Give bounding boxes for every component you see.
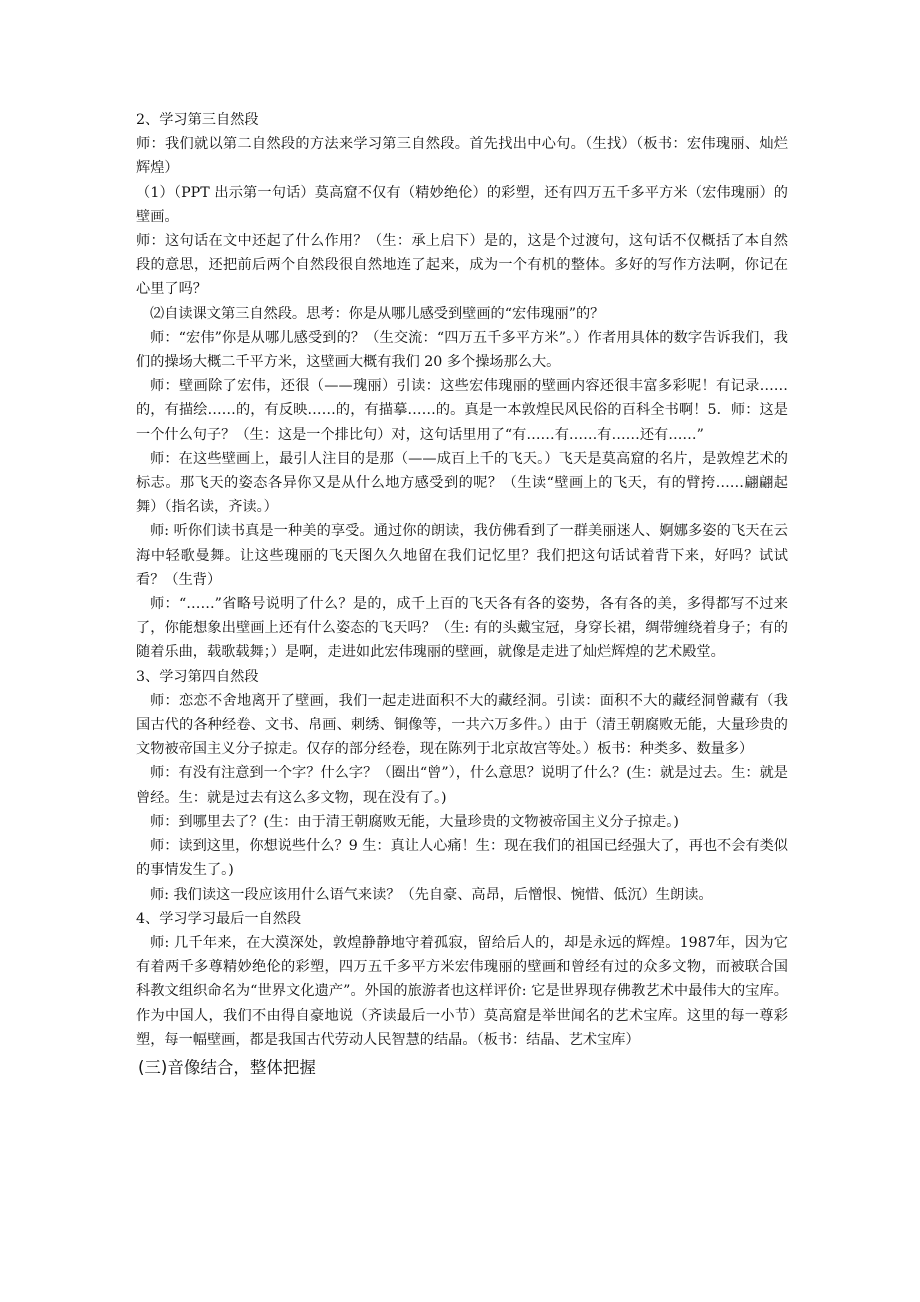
- paragraph-flying-apsaras: 师：在这些壁画上，最引人注目的是那（——成百上千的飞天。）飞天是莫高窟的名片，是敦煌艺术的标志。那飞天的姿态各异你又是从什么地方感受到的呢？（生读“壁画上的飞天，有的臂挎……翩翩起舞）（指名读，齐读。）: [136, 450, 788, 516]
- paragraph-ppt-first-sentence: （1）（PPT 出示第一句话）莫高窟不仅有（精妙绝伦）的彩塑，还有四万五千多平方米（宏伟瑰丽）的壁画。: [136, 184, 788, 225]
- paragraph-character-ceng: 师：有没有注意到一个字？什么字？（圈出“曾”），什么意思？说明了什么？(生：就是过去。生：就是曾经。生：就是过去有这么多文物，现在没有了。): [136, 765, 788, 806]
- paragraph-where-did-they-go: 师：到哪里去了？(生：由于清王朝腐败无能，大量珍贵的文物被帝国主义分子掠走。): [150, 813, 679, 830]
- paragraph-teacher-intro: 师：我们就以第二自然段的方法来学习第三自然段。首先找出中心句。（生找）（板书：宏伟瑰丽、灿烂辉煌）: [136, 136, 788, 177]
- section-heading-audio-visual: (三)音像结合，整体把握: [138, 1057, 316, 1077]
- section-heading-3rd-paragraph: 2、学习第三自然段: [136, 112, 259, 128]
- paragraph-grand-scale: 师：“宏伟”你是从哪儿感受到的？（生交流：“四万五千多平方米”。）作者用具体的数字告诉我们，我们的操场大概二千平方米，这壁画大概有我们 20 多个操场那么大。: [136, 329, 788, 371]
- section-heading-last-paragraph: 4、学习学习最后一自然段: [136, 910, 302, 927]
- paragraph-ellipsis-meaning: 师：“……”省略号说明了什么？是的，成千上百的飞天各有各的姿势，各有各的美，多得都写不过来了，你能想象出壁画上还有什么姿态的飞天吗？（生: 有的头戴宝冠，身穿长裙，绸带缠绕着身子；有的随着乐曲，载歌载舞；）是啊，走进如此宏伟瑰丽的壁画，就像是走进了灿烂辉煌的艺术殿堂。: [136, 596, 788, 661]
- document-page: [136, 108, 788, 1082]
- paragraph-reading-enjoyment: 师: 听你们读书真是一种美的享受。通过你的朗读，我仿佛看到了一群美丽迷人、婀娜多姿的飞天在云海中轻歌曼舞。让这些瑰丽的飞天图久久地留在我们记忆里？我们把这句话试着背下来，好吗？试试看？（生背）: [136, 523, 788, 588]
- paragraph-world-heritage: 师: 几千年来，在大漠深处，敦煌静静地守着孤寂，留给后人的，却是永远的辉煌。1987年，因为它有着两千多尊精妙绝伦的彩塑，四万五千多平方米宏伟瑰丽的壁画和曾经有过的众多文物，而被联合国科教文组织命名为“世界文化遗产”。外国的旅游者也这样评价: 它是世界现存佛教艺术中最伟大的宝库。作为中国人，我们不由得自豪地说（齐读最后一小节）莫高窟是举世闻名的艺术宝库。这里的每一尊彩塑，每一幅壁画，都是我国古代劳动人民智慧的结晶。（板书：结晶、艺术宝库）: [136, 934, 788, 1048]
- section-heading-4th-paragraph: 3、学习第四自然段: [136, 668, 259, 685]
- paragraph-what-to-say: 师：读到这里，你想说些什么？9 生：真让人心痛！生：现在我们的祖国已经强大了，再也不会有类似的事情发生了。): [136, 838, 788, 879]
- paragraph-scripture-cave: 师：恋恋不舍地离开了壁画，我们一起走进面积不大的藏经洞。引读：面积不大的藏经洞曾藏有（我国古代的各种经卷、文书、帛画、刺绣、铜像等，一共六万多件。）由于（清王朝腐败无能，大量珍贵的文物被帝国主义分子掠走。仅存的部分经卷，现在陈列于北京故宫等处。）板书：种类多、数量多）: [136, 692, 788, 758]
- paragraph-self-reading: ⑵自读课文第三自然段。思考：你是从哪儿感受到壁画的“宏伟瑰丽”的？: [150, 305, 605, 322]
- paragraph-transition-sentence: 师：这句话在文中还起了什么作用？（生：承上启下）是的，这是个过渡句，这句话不仅概括了本自然段的意思，还把前后两个自然段很自然地连了起来，成为一个有机的整体。多好的写作方法啊，你记在心里了吗？: [136, 233, 788, 298]
- paragraph-magnificent-murals: 师：壁画除了宏伟，还很（——瑰丽）引读：这些宏伟瑰丽的壁画内容还很丰富多彩呢！有记录……的，有描绘……的，有反映……的，有描摹……的。真是一本敦煌民风民俗的百科全书啊！5．师：这是一个什么句子？（生：这是一个排比句）对，这句话里用了“有……有……有……还有……”: [136, 378, 788, 443]
- paragraph-reading-tone: 师: 我们读这一段应该用什么语气来读？（先自豪、高昂，后憎恨、惋惜、低沉）生朗读。: [150, 886, 713, 903]
